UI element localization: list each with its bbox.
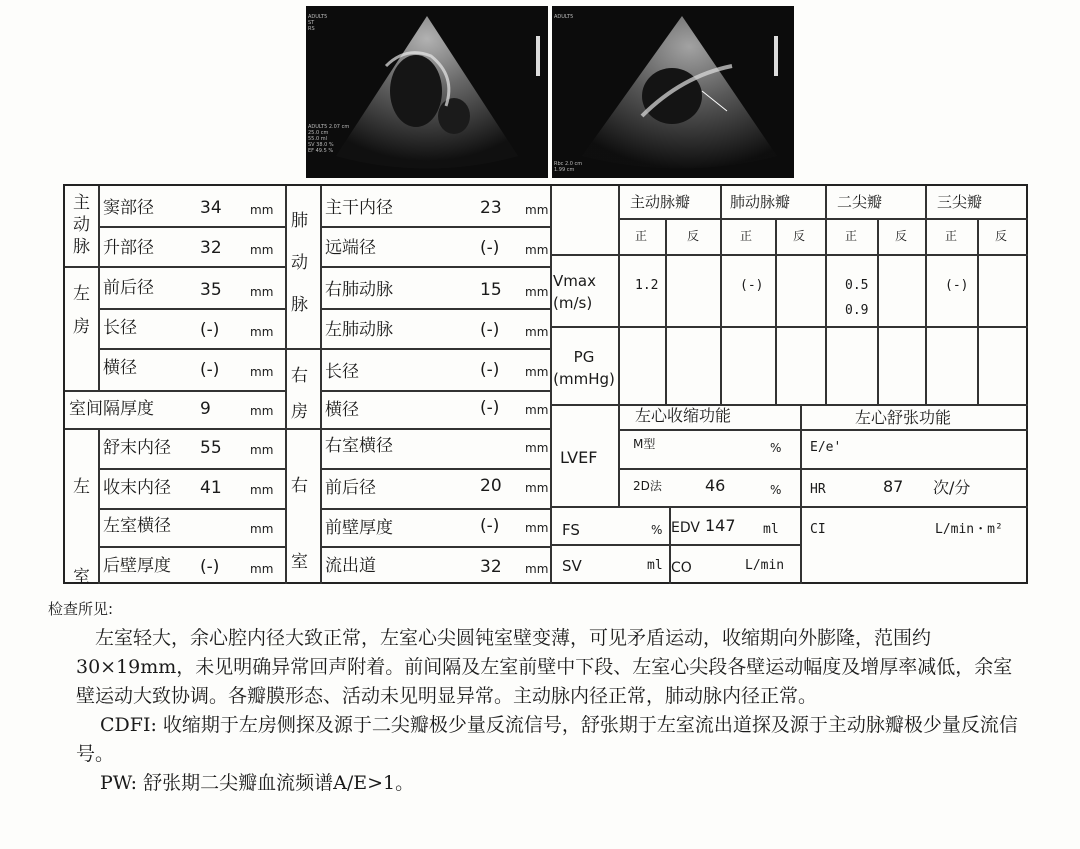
- pa-distal-unit: mm: [525, 243, 549, 257]
- echo-image-parasternal-view: [552, 6, 794, 178]
- valve-header-pulmonary: 肺动脉瓣: [730, 193, 791, 211]
- lpa-name: 左肺动脉: [325, 320, 393, 340]
- fs-label: FS: [562, 521, 580, 539]
- pa-main-unit: mm: [525, 203, 549, 217]
- pulmonary-vmax-value: (-): [740, 278, 764, 293]
- diastolic-function-title: 左心舒张功能: [855, 408, 952, 427]
- m-mode-unit: %: [770, 441, 782, 455]
- lv-pw-name: 后壁厚度: [103, 556, 171, 576]
- pa-main-value: 23: [480, 198, 502, 218]
- pulmonary-label: 肺动脉: [291, 211, 308, 315]
- pa-main-name: 主干内径: [325, 198, 393, 218]
- pg-label: PG (mmHg): [553, 348, 615, 388]
- image-caption-line: ST: [308, 20, 315, 26]
- image-caption-line: ADULT5: [308, 14, 328, 20]
- valve-header-mitral: 二尖瓣: [837, 193, 883, 211]
- valve-header-aortic: 主动脉瓣: [630, 193, 691, 211]
- lv-esd-name: 收末内径: [103, 478, 171, 498]
- image-caption-line: Rbc 2.0 cm: [554, 161, 583, 167]
- rv-ap-name: 前后径: [325, 478, 376, 498]
- lv-trans-unit: mm: [250, 522, 274, 536]
- rvot-unit: mm: [525, 562, 549, 576]
- findings-body: [76, 624, 1026, 798]
- ra-long-unit: mm: [525, 365, 549, 379]
- septum-value: 9: [200, 399, 211, 419]
- lpa-value: (-): [480, 320, 500, 340]
- lpa-unit: mm: [525, 325, 549, 339]
- rv-aw-value: (-): [480, 516, 500, 536]
- pulmonary-reverse-header: 反: [793, 229, 806, 243]
- lv-esd-unit: mm: [250, 483, 274, 497]
- image-caption-line: ADULT5 2.07 cm: [308, 124, 350, 130]
- hr-value: 87: [883, 477, 904, 496]
- 2d-lvef-unit: %: [770, 483, 782, 497]
- rv-aw-name: 前壁厚度: [325, 518, 393, 538]
- co-unit: L/min: [745, 558, 785, 573]
- left-ventricle-label: 左室: [73, 477, 90, 587]
- measurement-table: [63, 184, 1028, 587]
- lvef-label: LVEF: [560, 448, 598, 467]
- right-atrium-label: 右房: [291, 366, 308, 422]
- image-caption-line: 25.0 cm: [308, 130, 329, 136]
- right-ventricle-label: 右室: [291, 476, 308, 572]
- findings-paragraph: PW: 舒张期二尖瓣血流频谱A/E>1。: [100, 772, 415, 794]
- septum-unit: mm: [250, 404, 274, 418]
- aorta-label: 主动脉: [73, 193, 90, 257]
- systolic-function-title: 左心收缩功能: [635, 406, 732, 425]
- aorta-ascending-unit: mm: [250, 243, 274, 257]
- ci-label: CI: [810, 522, 826, 537]
- left-atrium-label: 左房: [73, 284, 90, 337]
- hr-label: HR: [810, 482, 826, 497]
- tricuspid-forward-header: 正: [945, 229, 958, 243]
- aortic-reverse-header: 反: [687, 229, 700, 243]
- ci-unit: L/min・m²: [935, 522, 1003, 537]
- tricuspid-reverse-header: 反: [995, 229, 1008, 243]
- la-long-value: (-): [200, 320, 220, 340]
- aorta-sinus-name: 窦部径: [103, 198, 154, 218]
- 2d-method-label: 2D法: [633, 479, 662, 493]
- aorta-ascending-name: 升部径: [103, 238, 154, 258]
- rvot-value: 32: [480, 557, 502, 577]
- findings-title: 检查所见:: [48, 600, 114, 618]
- lv-edd-unit: mm: [250, 443, 274, 457]
- sv-label: SV: [562, 557, 582, 575]
- pulmonary-forward-header: 正: [740, 229, 753, 243]
- rpa-name: 右肺动脉: [325, 280, 393, 300]
- rpa-value: 15: [480, 280, 502, 300]
- la-long-unit: mm: [250, 325, 274, 339]
- rv-aw-unit: mm: [525, 521, 549, 535]
- edv-label: EDV: [671, 520, 700, 536]
- aorta-sinus-unit: mm: [250, 203, 274, 217]
- image-caption-line: SV 38.0 %: [308, 142, 334, 148]
- image-caption-line: RS: [308, 26, 315, 32]
- pa-distal-value: (-): [480, 238, 500, 258]
- image-caption-line: 1.99 cm: [554, 167, 575, 173]
- sv-unit: ml: [647, 558, 663, 573]
- image-caption-line: 55.0 ml: [308, 136, 327, 142]
- mitral-vmax-value-2: 0.9: [845, 303, 869, 318]
- aorta-sinus-value: 34: [200, 198, 222, 218]
- findings-paragraph: 左室轻大，余心腔内径大致正常，左室心尖圆钝室壁变薄，可见矛盾运动，收缩期向外膨隆，范围约30×19mm，未见明确异常回声附着。前间隔及左室前壁中下段、左室心尖段各壁运动幅度及增厚率减低，余室壁运动大致协调。各瓣膜形态、活动未见明显异常。主动脉内径正常，肺动脉内径正常。: [76, 627, 1013, 707]
- aorta-ascending-value: 32: [200, 238, 222, 258]
- rv-ap-unit: mm: [525, 481, 549, 495]
- echo-image-apical-view: [306, 6, 548, 178]
- lv-trans-name: 左室横径: [103, 516, 171, 536]
- mitral-vmax-value-1: 0.5: [845, 278, 869, 293]
- rv-ap-value: 20: [480, 476, 502, 496]
- ra-long-value: (-): [480, 360, 500, 380]
- rvot-name: 流出道: [325, 556, 376, 576]
- la-ap-name: 前后径: [103, 278, 154, 298]
- la-trans-value: (-): [200, 360, 220, 380]
- la-trans-name: 横径: [103, 358, 137, 378]
- ra-trans-value: (-): [480, 398, 500, 418]
- aortic-vmax-value: 1.2: [635, 278, 659, 293]
- edv-value: 147: [705, 516, 736, 535]
- edv-unit: ml: [763, 522, 779, 537]
- co-label: CO: [671, 560, 692, 576]
- septum-name: 室间隔厚度: [69, 399, 154, 419]
- rpa-unit: mm: [525, 285, 549, 299]
- tricuspid-vmax-value: (-): [945, 278, 969, 293]
- lv-edd-value: 55: [200, 438, 222, 458]
- findings-paragraph: CDFI: 收缩期于左房侧探及源于二尖瓣极少量反流信号，舒张期于左室流出道探及源于主动脉瓣极少量反流信号。: [76, 714, 1018, 765]
- 2d-lvef-value: 46: [705, 476, 726, 495]
- ra-trans-name: 横径: [325, 400, 359, 420]
- rv-trans-name: 右室横径: [325, 436, 393, 456]
- rv-trans-unit: mm: [525, 441, 549, 455]
- lv-edd-name: 舒末内径: [103, 438, 171, 458]
- hr-unit: 次/分: [933, 478, 971, 497]
- la-long-name: 长径: [103, 318, 137, 338]
- lv-pw-value: (-): [200, 557, 220, 577]
- mitral-forward-header: 正: [845, 229, 858, 243]
- ra-long-name: 长径: [325, 362, 359, 382]
- vmax-label: Vmax (m/s): [553, 272, 596, 312]
- ee-label: E/e': [810, 440, 842, 455]
- lv-esd-value: 41: [200, 478, 222, 498]
- la-ap-value: 35: [200, 280, 222, 300]
- la-ap-unit: mm: [250, 285, 274, 299]
- pa-distal-name: 远端径: [325, 238, 376, 258]
- fs-unit: %: [651, 523, 663, 537]
- aortic-forward-header: 正: [635, 229, 648, 243]
- image-caption-line: EF 49.5 %: [308, 148, 334, 154]
- m-mode-label: M型: [633, 437, 656, 451]
- la-trans-unit: mm: [250, 365, 274, 379]
- mitral-reverse-header: 反: [895, 229, 908, 243]
- ra-trans-unit: mm: [525, 403, 549, 417]
- lv-pw-unit: mm: [250, 562, 274, 576]
- valve-header-tricuspid: 三尖瓣: [937, 193, 983, 211]
- image-caption-line: ADULT5: [554, 14, 574, 20]
